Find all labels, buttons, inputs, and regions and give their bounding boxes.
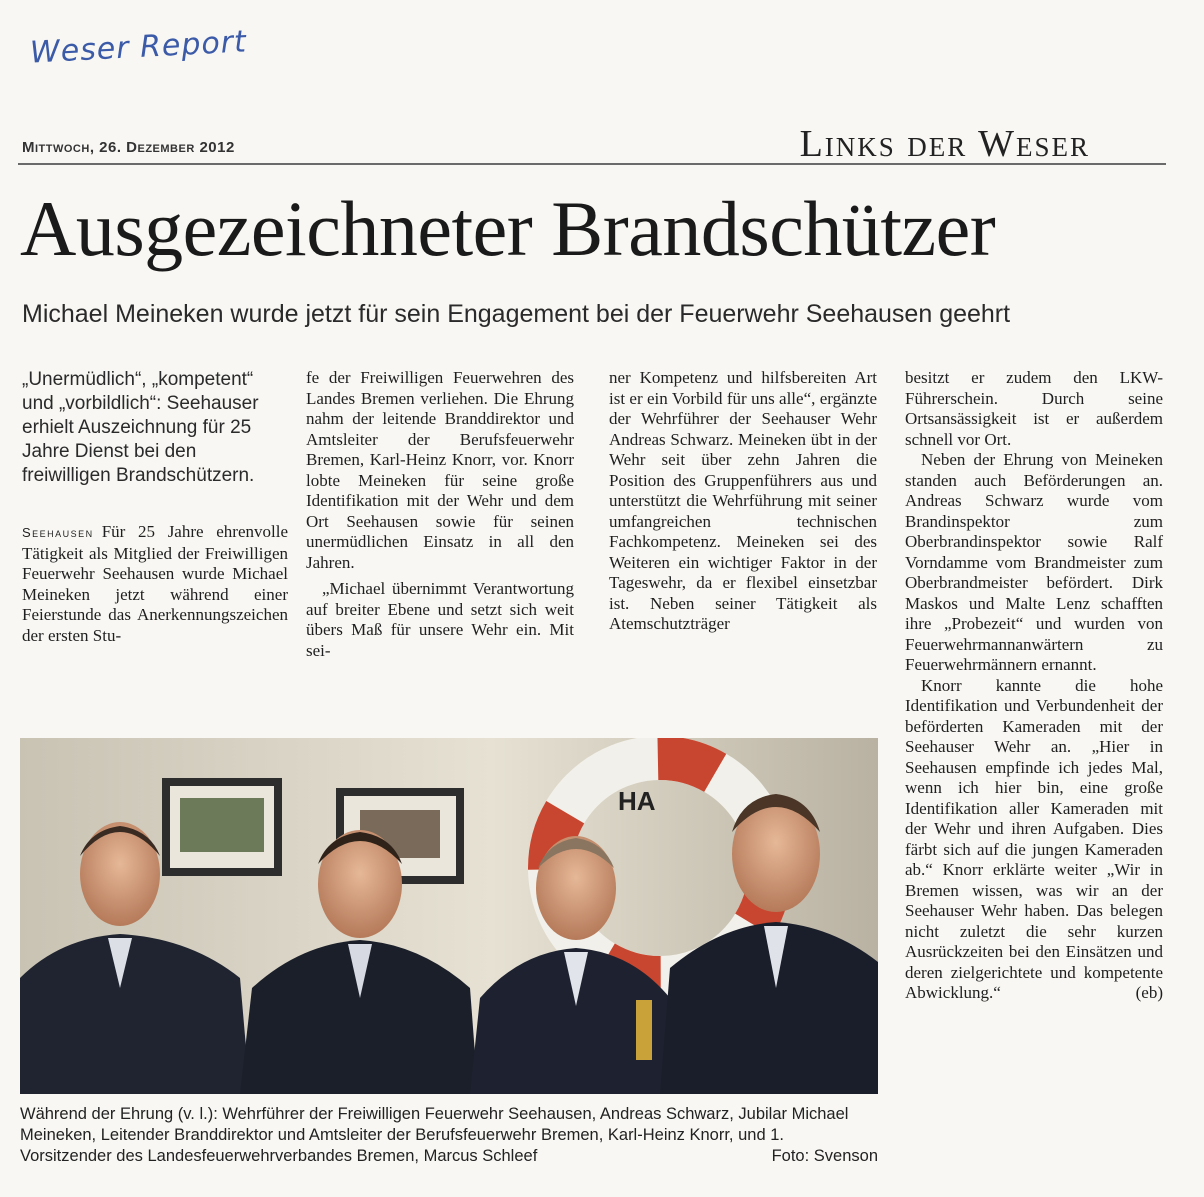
article-column-4 (905, 368, 1163, 1004)
article-paragraph: ner Kompetenz und hilfsbereiten Art ist er ein Vorbild für uns alle“, ergänzte der Wehrführer der Seehauser Wehr Andreas Schwarz. Meineken übt in der Wehr seit über zehn Jahren die Position des Gruppenführers aus und unterstützt die Wehrführung mit seiner umfangreichen technischen Fachkompetenz. Meineken sei des Weiteren ein wichtiger Faktor in der Tageswehr, da er flexibel einsetzbar ist. Neben seiner Tätigkeit als Atemschutzträger (609, 368, 877, 633)
article-column-1 (22, 368, 288, 646)
byline: (eb) (1135, 983, 1163, 1002)
subheadline: Michael Meineken wurde jetzt für sein Engagement bei der Feuerwehr Seehausen geehrt (22, 300, 1011, 328)
paragraph-text: Knorr kannte die hohe Identifikation und Verbundenheit der beförderten Kameraden mit der Seehauser Wehr an. „Hier in Seehausen empfinde ich jedes Mal, wenn ich hier bin, eine große Identifikation aller Kameraden mit der Wehr und ihren Aufgaben. Dies färbt sich auf die jungen Kameraden ab.“ Knorr erklärte weiter „Wir in Bremen wissen, was wir an der Seehauser Wehr haben. Das belegen nicht zuletzt die sehr kurzen Ausrückzeiten bei den Einsätzen und deren zielgerichtete und kompetente Abwicklung.“ (905, 675, 1163, 1002)
framed-group-photo (162, 778, 282, 876)
paragraph-text: Für 25 Jahre ehrenvolle Tätigkeit als Mitglied der Freiwilligen Feuerwehr Seehausen wurde Michael Meineken jetzt während einer Feierstunde das Anerkennungszeichen der ersten Stu- (22, 522, 288, 645)
headline: Ausgezeichneter Brandschützer (20, 185, 996, 272)
article-column-3 (609, 368, 877, 635)
photo-illustration (20, 738, 878, 1094)
article-column-2 (306, 368, 574, 661)
spacer (22, 488, 288, 522)
section-title: Links der Weser (799, 123, 1090, 165)
caption-text: Während der Ehrung (v. l.): Wehrführer der Freiwilligen Feuerwehr Seehausen, Andreas Schwarz, Jubilar Michael Meineken, Leitender Branddirektor und Amtsleiter der Berufsfeuerwehr Bremen, Karl-Heinz Knorr, und 1. Vorsitzender des Landesfeuerwehrverbandes Bremen, Marcus Schleef (20, 1105, 849, 1165)
article-paragraph (22, 522, 288, 646)
article-paragraph: „Michael übernimmt Verantwortung auf breiter Ebene und setzt sich weit übers Maß für unsere Wehr ein. Mit sei- (306, 579, 574, 660)
header-rule (18, 163, 1166, 165)
article-paragraph: besitzt er zudem den LKW-Führerschein. Durch seine Ortsansässigkeit ist er außerdem schnell vor Ort. (905, 368, 1163, 449)
photo-caption (20, 1104, 878, 1167)
dateline: Mittwoch, 26. Dezember 2012 (22, 139, 235, 156)
lifebuoy-text: HA (618, 786, 656, 816)
placemark: Seehausen (22, 525, 94, 540)
article-paragraph: Neben der Ehrung von Meineken standen auch Beförderungen an. Andreas Schwarz wurde vom Brandinspektor zum Oberbrandinspektor sowie Ralf Vorndamme vom Brandmeister zum Oberbrandmeister befördert. Dirk Maskos und Malte Lenz schafften ihre „Probezeit“ und wurden von Feuerwehrmannanwärtern zu Feuerwehrmännern ernannt. (905, 450, 1163, 674)
handwritten-source-note: Weser Report (29, 24, 248, 71)
article-teaser: „Unermüdlich“, „kompetent“ und „vorbildlich“: Seehauser erhielt Auszeichnung für 25 Jahre Dienst bei den freiwilligen Brandschützern. (22, 369, 259, 486)
photo-credit: Foto: Svenson (771, 1147, 878, 1165)
article-paragraph: fe der Freiwilligen Feuerwehren des Landes Bremen verliehen. Die Ehrung nahm der leitende Branddirektor und Amtsleiter der Berufsfeuerwehr Bremen, Karl-Heinz Knorr, vor. Knorr lobte Meineken für seine große Identifikation mit der Wehr und dem Ort Seehausen sowie für seinen unermüdlichen Einsatz in all den Jahren. (306, 368, 574, 572)
article-paragraph (905, 676, 1163, 1004)
article-photo (20, 738, 878, 1094)
